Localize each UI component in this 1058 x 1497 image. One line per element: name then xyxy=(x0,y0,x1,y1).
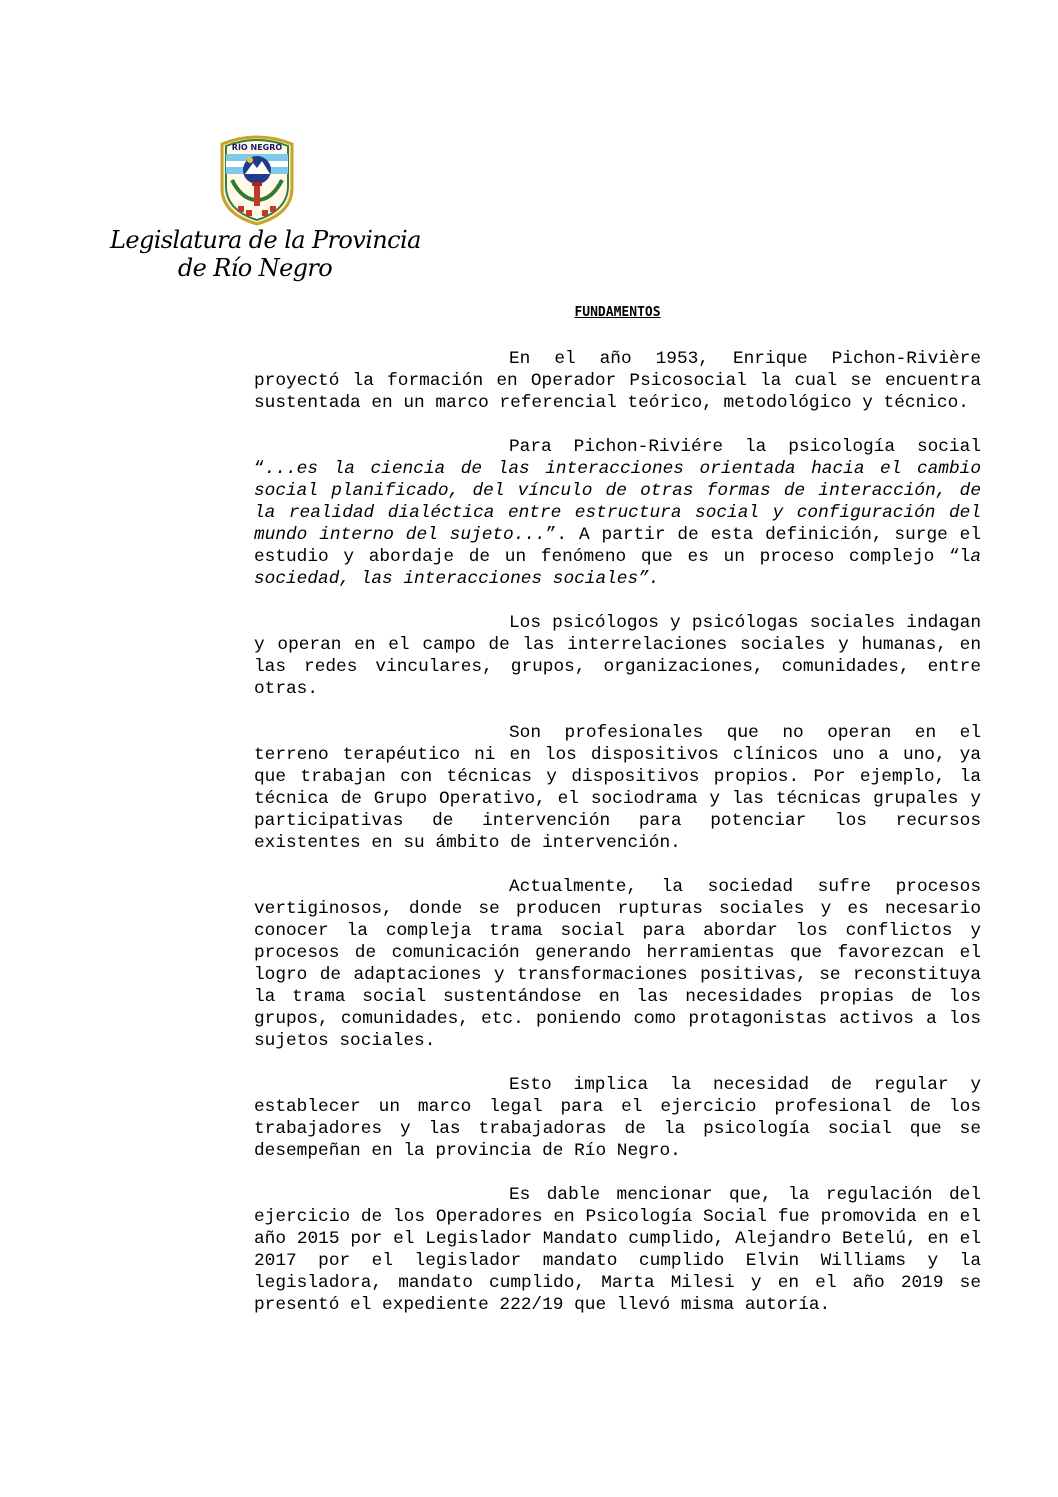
legislature-line-2: de Río Negro xyxy=(177,254,333,282)
paragraph-6: Esto implica la necesidad de regular y establecer un marco legal para el ejercicio profesional de los trabajadores y las trabajadoras de la psicología social que se desempeñan en la provincia de Río Negro. xyxy=(254,1075,981,1161)
rio-negro-seal-icon xyxy=(212,130,302,226)
paragraph-2 xyxy=(254,436,981,590)
section-heading: FUNDAMENTOS xyxy=(574,305,661,320)
legislature-name xyxy=(110,226,421,282)
paragraph-3: Los psicólogos y psicólogas sociales indagan y operan en el campo de las interrelaciones sociales y humanas, en las redes vinculares, grupos, organizaciones, comunidades, entre otras. xyxy=(254,613,981,699)
paragraph-2-text-a: Para Pichon-Riviére la psicología social “ xyxy=(254,437,981,479)
paragraph-5: Actualmente, la sociedad sufre procesos vertiginosos, donde se producen rupturas sociales y es necesario conocer la compleja trama social para abordar los conflictos y procesos de comunicación generando herramientas que favorezcan el logro de adaptaciones y transformaciones positivas, se reconstituya la trama social sustentándose en las necesidades propias de los grupos, comunidades, etc. poniendo como protagonistas activos a los sujetos sociales. xyxy=(254,877,981,1051)
paragraph-1: En el año 1953, Enrique Pichon-Rivière proyectó la formación en Operador Psicosocial la cual se encuentra sustentada en un marco referencial teórico, metodológico y técnico. xyxy=(254,349,981,413)
paragraph-7: Es dable mencionar que, la regulación del ejercicio de los Operadores en Psicología Social fue promovida en el año 2015 por el Legislador Mandato cumplido, Alejandro Betelú, en el 2017 por el legislador mandato cumplido Elvin Williams y la legisladora, mandato cumplido, Marta Milesi y en el año 2019 se presentó el expediente 222/19 que llevó misma autoría. xyxy=(254,1185,981,1315)
paragraph-2-text-c: ”. A partir de esta definición, surge el estudio y abordaje de un fenómeno que es un proceso complejo “l xyxy=(254,525,981,567)
paragraph-2-quote: ...es la ciencia de las interacciones orientada hacia el cambio social planificado, del vínculo de otras formas de interacción, de la realidad dialéctica entre estructura social y configuración del mundo interno del sujeto... xyxy=(254,459,981,545)
paragraph-4: Son profesionales que no operan en el terreno terapéutico ni en los dispositivos clínicos uno a uno, ya que trabajan con técnicas y dispositivos propios. Por ejemplo, la técnica de Grupo Operativo, el sociodrama y las técnicas grupales y participativas de intervención para potenciar los recursos existentes en su ámbito de intervención. xyxy=(254,723,981,853)
document-body xyxy=(254,348,981,1316)
seal-lettering: RÍO NEGRO xyxy=(231,143,283,152)
paragraph-2-quote-2: a sociedad, las interacciones sociales”. xyxy=(254,547,981,589)
legislature-line-1: Legislatura de la Provincia xyxy=(110,226,421,254)
